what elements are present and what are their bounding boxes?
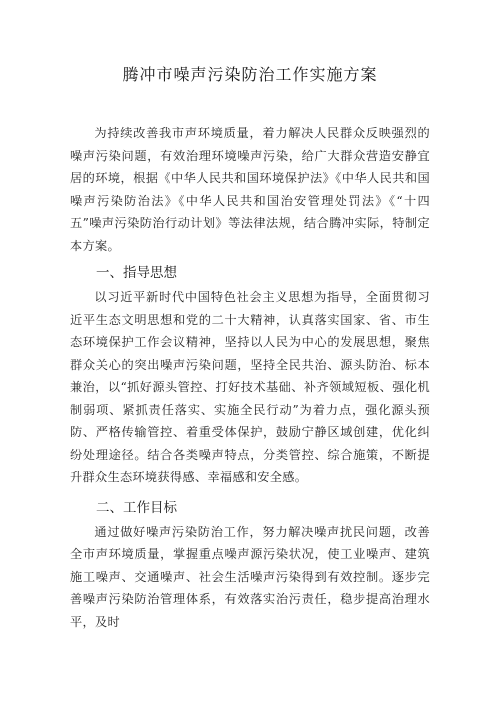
section-body-work-goals: 通过做好噪声污染防治工作，努力解决噪声扰民问题，改善全市声环境质量，掌握重点噪声源污染状况，使工业噪声、建筑施工噪声、交通噪声、社会生活噪声污染得到有效控制。逐步完善噪声污染防治管理体系，有效落实治污责任，稳步提高治理水平，及时 [70,524,430,629]
section-heading-guiding-ideology: 一、指导思想 [96,265,177,281]
section-heading-work-goals: 二、工作目标 [96,499,177,516]
section-body-guiding-ideology: 以习近平新时代中国特色社会主义思想为指导，全面贯彻习近平生态文明思想和党的二十大精神，认真落实国家、省、市生态环境保护工作会议精神，坚持以人民为中心的发展思想，聚焦群众关心的突出噪声污染问题，坚持全民共治、源头防治、标本兼治，以“抓好源头管控、打好技术基础、补齐领域短板、强化机制弱项、紧抓责任落实、实施全民行动”为着力点，强化源头预防、严格传输管控、着重受体保护，鼓励宁静区域创建，优化纠纷处理途径。结合各类噪声特点，分类管控、综合施策，不断提升群众生态环境获得感、幸福感和安全感。 [70,290,430,484]
document-title: 腾冲市噪声污染防治工作实施方案 [122,65,378,84]
intro-paragraph: 为持续改善我市声环境质量，着力解决人民群众反映强烈的噪声污染问题，有效治理环境噪声污染，给广大群众营造安静宜居的环境，根据《中华人民共和国环境保护法》《中华人民共和国噪声污染防治法》《中华人民共和国治安管理处罚法》《“十四五”噪声污染防治行动计划》等法律法规，结合腾冲实际，特制定本方案。 [70,126,430,253]
